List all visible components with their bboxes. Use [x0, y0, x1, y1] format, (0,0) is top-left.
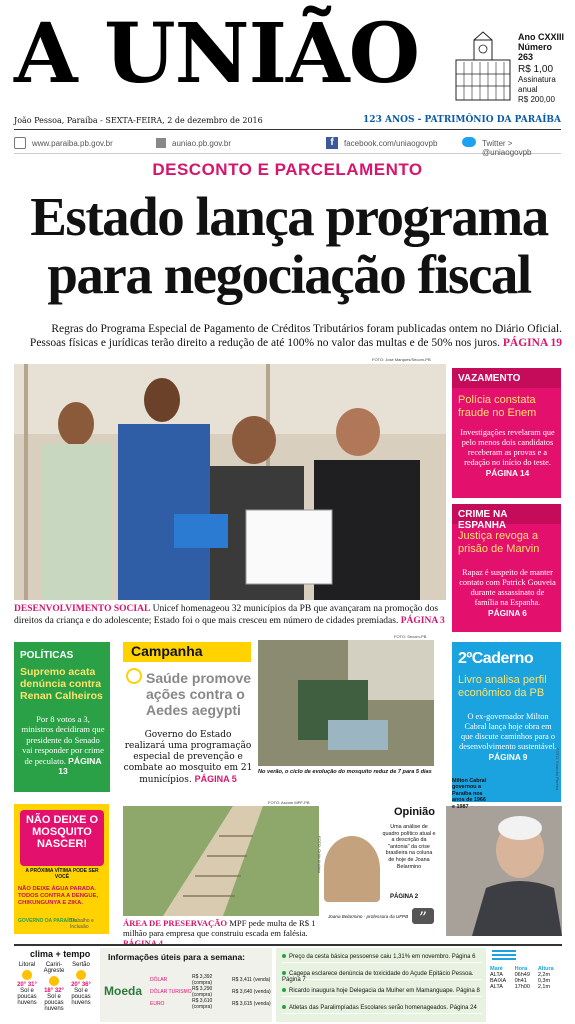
site-logo-icon	[156, 138, 166, 148]
mosquito-ad-warning: NÃO DEIXE ÁGUA PARADA. TODOS CONTRA A DENGUE, CHIKUNGUNYA E ZIKA.	[18, 886, 99, 906]
twitter-link[interactable]: Twitter > @uniaogovpb	[482, 139, 532, 157]
weather-city-2	[41, 962, 67, 1012]
facebook-link[interactable]: facebook.com/uniaogovpb	[344, 139, 438, 148]
tide-panel	[490, 948, 562, 1022]
weather-city-2-range: 18° 32°	[44, 988, 64, 994]
weather-city-3-name: Sertão	[72, 962, 90, 968]
weather-title-2: tempo	[63, 949, 91, 959]
currency-buy: R$ 3,610 (compra)	[192, 998, 213, 1010]
sun-icon	[76, 970, 86, 980]
edition-year: Ano CXXIII	[518, 32, 565, 42]
twitter-icon	[462, 137, 476, 147]
weather-title: clima + tempo	[30, 949, 91, 959]
main-lede	[14, 322, 562, 350]
list-item[interactable]: Cagepa esclarece denúncia de toxicidade do Açude Epitácio Pessoa. Página 7	[282, 968, 482, 980]
list-item[interactable]: Atletas das Paralimpíadas Escolares serão homenageados. Página 24	[282, 1002, 482, 1014]
waves-icon	[492, 950, 516, 960]
preservacao-photo-credit: FOTO: Ascom MPF-PB	[268, 800, 310, 805]
currency-panel-title: Informações úteis para a semana:	[108, 952, 246, 962]
photo-credit: FOTO: José Marques/Secom-PB	[372, 357, 431, 362]
caption-page[interactable]: PÁGINA 3	[400, 616, 445, 626]
currency-sell: R$ 3,615 (venda)	[232, 1001, 271, 1007]
currency-buy: R$ 3,392 (compra)	[192, 974, 213, 986]
campanha-body	[123, 730, 253, 786]
caderno-photo-credit: FOTO: Evandro Pereira	[555, 748, 560, 791]
weather-city-3	[68, 962, 94, 1006]
politicas-body-text: Por 8 votos a 3, ministros decidiram que presidente do Senado vai responder por crime de peculato.	[21, 714, 105, 766]
currency-sell: R$ 3,640 (venda)	[232, 989, 271, 995]
politicas-title: Supremo acata denúncia contra Renan Calheiros	[20, 666, 103, 702]
table-row	[150, 974, 271, 986]
table-row	[150, 986, 271, 998]
weather-city-3-range: 20° 36°	[71, 982, 91, 988]
tide-cell: 06h49	[514, 972, 530, 978]
weather-title-1: clima	[30, 949, 54, 959]
tide-table	[490, 966, 562, 990]
tide-cell: 0h41	[514, 978, 527, 984]
mosquito-ad-slogan: Trabalho e Inclusão	[70, 918, 94, 930]
vazamento-body	[458, 428, 557, 479]
news-briefs	[276, 948, 486, 1022]
sun-icon	[49, 976, 59, 986]
main-kicker: DESCONTO E PARCELAMENTO	[152, 160, 423, 179]
vazamento-page[interactable]: PÁGINA 14	[485, 468, 530, 478]
preservacao-text: MPF pede multa de R$ 1 milhão para empresa que construiu escada em falésia.	[123, 918, 316, 938]
currency-buy: R$ 3,290 (compra)	[192, 986, 213, 998]
espanha-head: CRIME NA ESPANHA	[452, 504, 561, 524]
caderno-page[interactable]: PÁGINA 9	[488, 752, 528, 762]
currency-sell: R$ 3,411 (venda)	[232, 977, 271, 983]
unicef-award-photo	[14, 364, 446, 600]
currency-table	[150, 974, 271, 1010]
sun-icon	[22, 970, 32, 980]
mail-icon	[14, 137, 26, 149]
tide-cell: 2,1m	[537, 984, 551, 990]
preservacao-tag: ÁREA DE PRESERVAÇÃO	[123, 918, 228, 928]
opiniao-box[interactable]	[324, 806, 436, 926]
politicas-head: POLÍTICAS	[20, 650, 74, 661]
campanha-title: Saúde promove ações contra o Aedes aegypti	[146, 670, 252, 718]
headline-line-1: Estado lança programa	[30, 186, 548, 247]
bottom-strip	[14, 944, 562, 1022]
mosquito-breeding-photo	[258, 640, 434, 766]
dateline-motto: 123 ANOS - PATRIMÔNIO DA PARAÍBA	[363, 115, 561, 125]
campanha-body-text: Governo do Estado realizará uma programação especial de prevenção e combate ao mosquito em 21 municípios.	[123, 730, 253, 785]
opiniao-body: Uma análise de quadro político atual e a descrição da "antonia" da crise brasileira na coluna de hoje de Joana Belarmino	[382, 824, 436, 870]
tide-cell: 17h00	[514, 984, 530, 990]
photo1-caption	[14, 603, 446, 627]
caderno-photo-note: Milton Cabral governou a Paraíba nos anos de 1966 e 1987	[452, 778, 487, 810]
tide-cell: ALTA	[490, 972, 503, 978]
weather-city-1-range: 20° 31°	[17, 982, 37, 988]
preservacao-page[interactable]: PÁGINA 4	[123, 938, 163, 948]
mosquito-ad-tagline: A PRÓXIMA VÍTIMA PODE SER VOCÊ	[25, 868, 99, 880]
campanha-photo-credit: FOTO: Secom-PB	[394, 634, 427, 639]
subscription-price: R$ 200,00	[518, 95, 555, 104]
dateline-date: João Pessoa, Paraíba - SEXTA-FEIRA, 2 de dezembro de 2016	[14, 116, 263, 125]
columnist-portrait	[324, 836, 380, 902]
tide-cell: ALTA	[490, 984, 503, 990]
tide-header: Maré	[490, 966, 503, 972]
subscription-label: Assinatura anual	[518, 75, 556, 94]
espanha-page[interactable]: PÁGINA 6	[488, 608, 527, 618]
espanha-body-text: Rapaz é suspeito de manter contato com Patrick Gouveia durante assassinato de família na Espanha.	[459, 568, 556, 607]
weather-city-2-desc: Sol e poucas nuvens	[44, 994, 64, 1012]
caderno-head: 2ºCaderno	[458, 650, 534, 667]
tide-cell: BAIXA	[490, 978, 507, 984]
caption-text: Unicef homenageou 32 municípios da PB que avançaram na promoção dos direitos da criança e do adolescente; Estado foi o que mais cresceu em número de cidades premiadas.	[14, 604, 439, 626]
weather-city-1-desc: Sol e poucas nuvens	[17, 988, 37, 1006]
weather-city-3-desc: Sol e poucas nuvens	[71, 988, 91, 1006]
espanha-body	[458, 568, 557, 619]
vazamento-body-text: Investigações revelaram que pelo menos dois candidatos receberam as provas e a redação no início do teste.	[460, 428, 555, 467]
campanha-tag: Campanha	[123, 642, 251, 662]
lede-text: Regras do Programa Especial de Pagamento de Créditos Tributários foram publicadas ontem no Diário Oficial. Pessoas físicas e jurídicas terão direito a redução de até 100% no valor das multas e de 50% nos juros.	[29, 323, 562, 349]
campanha-page[interactable]: PÁGINA 5	[194, 774, 237, 784]
politicas-page[interactable]: PÁGINA 13	[58, 755, 102, 777]
mosquito-ad-title: NÃO DEIXE O MOSQUITO NASCER!	[20, 810, 104, 866]
social-bar	[14, 134, 561, 157]
vazamento-box[interactable]	[452, 368, 561, 498]
vazamento-title: Polícia constata fraude no Enem	[458, 394, 537, 419]
building-emblem-icon	[452, 30, 514, 102]
mosquito-ad-gov: GOVERNO DA PARAÍBA	[18, 918, 76, 924]
weather-city-1-name: Litoral	[18, 962, 36, 968]
weather-city-2-name: Cariri-Agreste	[43, 962, 65, 974]
mosquito-ad	[14, 804, 109, 934]
lede-page[interactable]: PÁGINA 19	[502, 337, 562, 349]
tide-cell: 2,2m	[537, 972, 551, 978]
edition-info	[518, 32, 566, 105]
currency-label: Moeda	[104, 984, 143, 998]
currency-panel	[100, 948, 272, 1022]
currency-name: DÓLAR	[150, 977, 168, 983]
politicas-box[interactable]	[14, 642, 110, 792]
currency-name: EURO	[150, 1001, 165, 1007]
preservacao-photo-credit-2: FOTO: Ortilo Antônio	[317, 836, 322, 874]
cliff-stairs-photo	[123, 806, 319, 916]
opiniao-head: Opinião	[394, 806, 435, 818]
campanha-photo-caption: No verão, o ciclo de evolução do mosquito reduz de 7 para 5 dias	[258, 769, 432, 775]
caderno-title: Livro analisa perfil econômico da PB	[458, 674, 547, 699]
weather-panel	[14, 946, 96, 1022]
list-item[interactable]: Preço da cesta básica pessoense caiu 1,31% em novembro. Página 6	[282, 951, 482, 963]
politicas-body	[20, 714, 106, 776]
main-headline	[14, 188, 564, 304]
dateline	[14, 114, 561, 130]
site2-link[interactable]: auniao.pb.gov.br	[172, 139, 232, 148]
caption-tag: DESENVOLVIMENTO SOCIAL	[14, 604, 151, 614]
masthead-title: A UNIÃO	[14, 6, 420, 102]
tide-cell: 0,3m	[537, 978, 551, 984]
weather-city-1	[14, 962, 40, 1006]
currency-name: DÓLAR TURISMO	[150, 989, 192, 995]
megaphone-icon	[126, 668, 142, 684]
espanha-box[interactable]	[452, 504, 561, 632]
caderno-body-text: O ex-governador Milton Cabral lança hoje obra em que discute caminhos para o desenvolvimento sustentável.	[459, 712, 557, 751]
table-row	[490, 984, 562, 990]
milton-cabral-photo	[446, 806, 562, 936]
quote-icon: ”	[412, 908, 434, 924]
opiniao-page[interactable]: PÁGINA 2	[390, 894, 419, 900]
headline-line-2: para negociação fiscal	[47, 244, 531, 305]
site-link[interactable]: www.paraiba.pb.gov.br	[32, 139, 113, 148]
tide-header: Hora	[514, 966, 528, 972]
opiniao-caption: Joana Belarmino - professora da UFPB	[328, 914, 409, 919]
tide-header: Altura	[537, 966, 554, 972]
table-row	[150, 998, 271, 1010]
vazamento-head: VAZAMENTO	[452, 368, 561, 388]
facebook-icon: f	[326, 137, 338, 149]
edition-number: Número 263	[518, 42, 553, 62]
caderno-body	[458, 712, 558, 763]
espanha-title: Justiça revoga a prisão de Marvin	[458, 530, 540, 555]
list-item[interactable]: Ricardo inaugura hoje Delegacia da Mulher em Mamanguape. Página 8	[282, 985, 482, 997]
edition-price: R$ 1,00	[518, 64, 554, 75]
